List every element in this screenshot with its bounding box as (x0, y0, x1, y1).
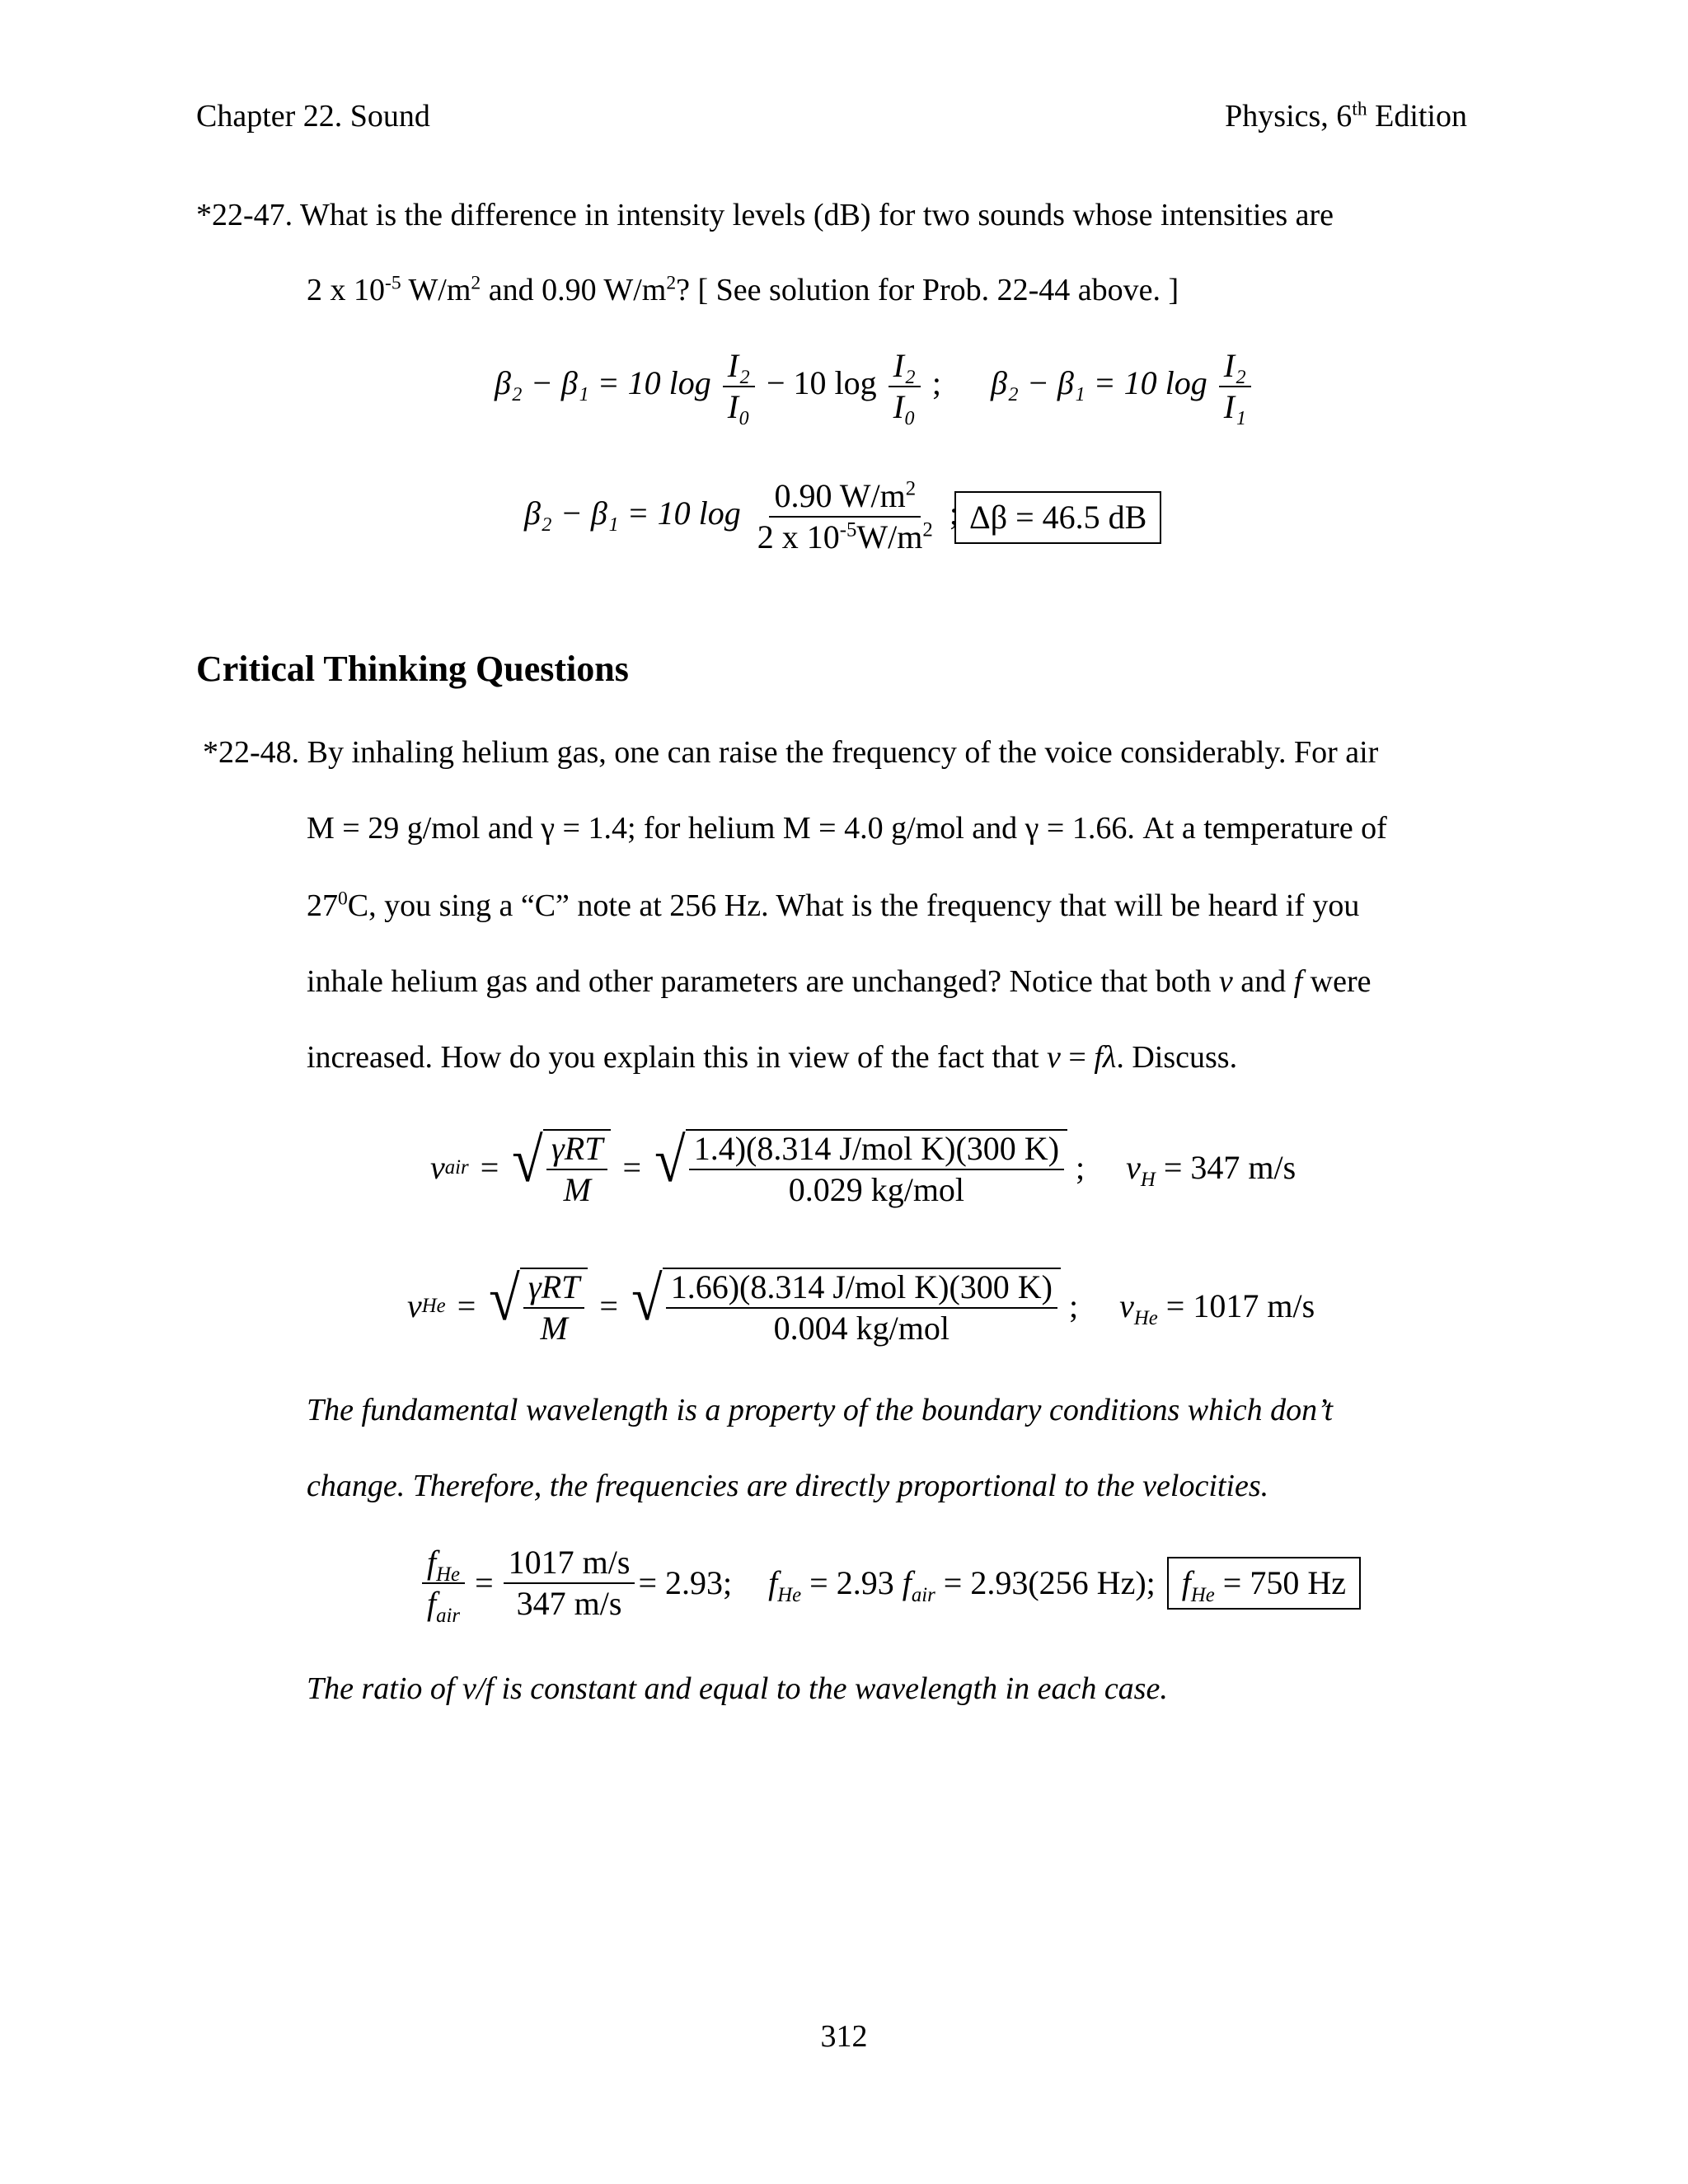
explanation-line1: The fundamental wavelength is a property of the boundary conditions which don’t (307, 1393, 1334, 1427)
conclusion: The ratio of v/f is constant and equal to the wavelength in each case. (307, 1671, 1168, 1706)
equation-v-helium: v He = √ $\frac{\text{γRT}}{M}$ = √ $\frac{\text{1.66)(8.314 J/mol K)(300 K)}}{\text{0.004 kg/mol}}$ ; $v_{He} = 1017$ m/s (407, 1264, 1315, 1347)
equation-intensity-values: β₂ − β₁ = 10 log $\frac{0.90 W/m^2}{2 x 10^{-5}W/m^2}$ ; (524, 477, 959, 555)
running-header-left: Chapter 22. Sound (196, 99, 430, 134)
problem-48-line2: M = 29 g/mol and γ = 1.4; for helium M = 4.0 g/mol and γ = 1.66. At a temperature of (307, 811, 1387, 846)
problem-48-line5: increased. How do you explain this in view of the fact that v = fλ. Discuss. (307, 1040, 1238, 1075)
problem-48-line3: $27^0C$, you sing a “C” note at 256 Hz. What is the frequency that will be heard if you (307, 888, 1360, 923)
problem-48-line4: inhale helium gas and other parameters are unchanged? Notice that both v and f were (307, 964, 1372, 999)
equation-frequency-ratio: $\frac{f_{He}}{f_{air}}$ = $\frac{1017 m/s}{347 m/s}$ = 2.93; $f_{He} = 2.93$ $f_{air} = 2.93(256$ Hz); $f_{He} = 750$ Hz (419, 1546, 1361, 1620)
section-heading: Critical Thinking Questions (196, 649, 629, 689)
equation-intensity-difference: β₂ − β₁ = 10 log $\frac{\text{I₂}}{\text{I₀}}$ − 10 log $\frac{\text{I₂}}{\text{I₀}}$ ; β₂ − β₁ = 10 log $\frac{\text{I₂}}{\text{I₁}}$ (495, 349, 1254, 424)
problem-47-statement: *22-47. What is the difference in intensity levels (dB) for two sounds whose intensities are (196, 198, 1334, 232)
explanation-line2: change. Therefore, the frequencies are directly proportional to the velocities. (307, 1469, 1269, 1503)
problem-47-statement-line2: 2 x $10^{-5}$ $W/m^2$ and 0.90 $W/m^2$? [ See solution for Prob. 22-44 above. ] (307, 272, 1179, 307)
answer-box-db: Δβ = 46.5 dB (954, 491, 1161, 544)
equation-v-air: v air = √ $\frac{\text{γRT}}{M}$ = √ $\frac{\text{1.4)(8.314 J/mol K)(300 K)}}{\text{0.029 kg/mol}}$ ; $v_H = 347$ m/s (430, 1126, 1296, 1208)
running-header-right: Physics, 6th Edition (1225, 98, 1467, 134)
problem-48-statement: *22-48. By inhaling helium gas, one can raise the frequency of the voice considerably. For air (203, 735, 1379, 770)
page-number: 312 (820, 2019, 868, 2054)
answer-box-frequency: $f_{He} = 750$ Hz (1167, 1557, 1361, 1610)
